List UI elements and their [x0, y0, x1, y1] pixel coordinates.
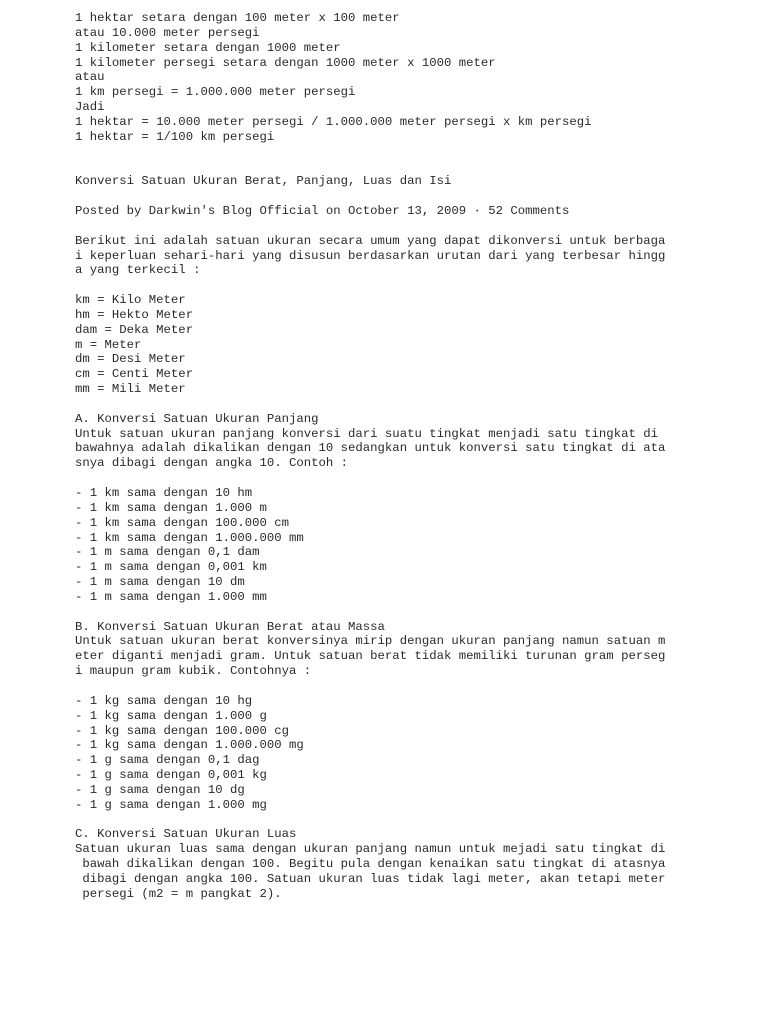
text-line: Untuk satuan ukuran berat konversinya mirip dengan ukuran panjang namun satuan m	[75, 634, 666, 649]
text-line: eter diganti menjadi gram. Untuk satuan berat tidak memiliki turunan gram perseg	[75, 649, 666, 664]
list-item: - 1 kg sama dengan 1.000 g	[75, 708, 267, 723]
text-line: dibagi dengan angka 100. Satuan ukuran luas tidak lagi meter, akan tetapi meter	[75, 871, 666, 886]
list-item: - 1 kg sama dengan 100.000 cg	[75, 723, 290, 738]
list-item: hm = Hekto Meter	[75, 307, 194, 322]
section-c	[75, 827, 755, 901]
list-item: m = Meter	[75, 337, 142, 352]
list-item: - 1 g sama dengan 0,001 kg	[75, 768, 267, 783]
list-item: - 1 g sama dengan 10 dg	[75, 782, 245, 797]
text-line: bawah dikalikan dengan 100. Begitu pula dengan kenaikan satu tingkat di atasnya	[75, 857, 666, 872]
text-line: Berikut ini adalah satuan ukuran secara umum yang dapat dikonversi untuk berbaga	[75, 233, 666, 248]
list-item: km = Kilo Meter	[75, 293, 186, 308]
list-item: - 1 km sama dengan 10 hm	[75, 486, 253, 500]
list-item: - 1 km sama dengan 1.000 m	[75, 500, 267, 515]
list-item: - 1 m sama dengan 0,001 km	[75, 560, 267, 575]
text-line: atau	[75, 70, 105, 85]
text-line: atau 10.000 meter persegi	[75, 25, 260, 40]
list-item: - 1 km sama dengan 100.000 cm	[75, 515, 290, 530]
text-line: 1 kilometer setara dengan 1000 meter	[75, 40, 341, 55]
article-intro	[75, 234, 755, 279]
list-item: cm = Centi Meter	[75, 367, 194, 382]
text-line: i maupun gram kubik. Contohnya :	[75, 664, 312, 679]
section-b	[75, 620, 755, 813]
text-line: 1 kilometer persegi setara dengan 1000 meter x 1000 meter	[75, 55, 496, 70]
text-line: 1 hektar = 10.000 meter persegi / 1.000.000 meter persegi x km persegi	[75, 114, 592, 129]
text-line: Untuk satuan ukuran panjang konversi dari suatu tingkat menjadi satu tingkat di	[75, 426, 658, 441]
section-heading: A. Konversi Satuan Ukuran Panjang	[75, 411, 319, 426]
list-item: - 1 m sama dengan 1.000 mm	[75, 589, 267, 604]
list-item: - 1 m sama dengan 10 dm	[75, 575, 245, 590]
section-heading: C. Konversi Satuan Ukuran Luas	[75, 827, 297, 842]
text-line: a yang terkecil :	[75, 263, 201, 278]
section-heading: B. Konversi Satuan Ukuran Berat atau Massa	[75, 619, 385, 634]
text-line: persegi (m2 = m pangkat 2).	[75, 886, 282, 901]
list-item: - 1 kg sama dengan 10 hg	[75, 693, 253, 708]
section-a	[75, 412, 755, 605]
list-item: - 1 km sama dengan 1.000.000 mm	[75, 530, 304, 545]
list-item: - 1 g sama dengan 1.000 mg	[75, 797, 267, 812]
article-title: Konversi Satuan Ukuran Berat, Panjang, Luas dan Isi	[75, 174, 452, 189]
list-item: - 1 kg sama dengan 1.000.000 mg	[75, 738, 304, 753]
text-line: Jadi	[75, 100, 105, 115]
text-line: i keperluan sehari-hari yang disusun berdasarkan urutan dari yang terbesar hingg	[75, 248, 666, 263]
text-line: 1 hektar = 1/100 km persegi	[75, 129, 275, 144]
text-line: bawahnya adalah dikalikan dengan 10 sedangkan untuk konversi satu tingkat di ata	[75, 441, 666, 456]
intro-block	[75, 11, 755, 145]
list-item: - 1 g sama dengan 0,1 dag	[75, 753, 260, 768]
list-item: - 1 m sama dengan 0,1 dam	[75, 545, 260, 560]
list-item: dam = Deka Meter	[75, 322, 194, 337]
list-item: dm = Desi Meter	[75, 352, 186, 367]
units-list	[75, 293, 755, 397]
text-line: Satuan ukuran luas sama dengan ukuran panjang namun untuk mejadi satu tingkat di	[75, 842, 666, 857]
list-item: mm = Mili Meter	[75, 382, 186, 397]
text-line: 1 hektar setara dengan 100 meter x 100 meter	[75, 11, 400, 25]
text-line: snya dibagi dengan angka 10. Contoh :	[75, 456, 349, 471]
article-byline: Posted by Darkwin's Blog Official on October 13, 2009 · 52 Comments	[75, 203, 570, 218]
text-line: 1 km persegi = 1.000.000 meter persegi	[75, 85, 356, 100]
document-page	[75, 11, 755, 902]
